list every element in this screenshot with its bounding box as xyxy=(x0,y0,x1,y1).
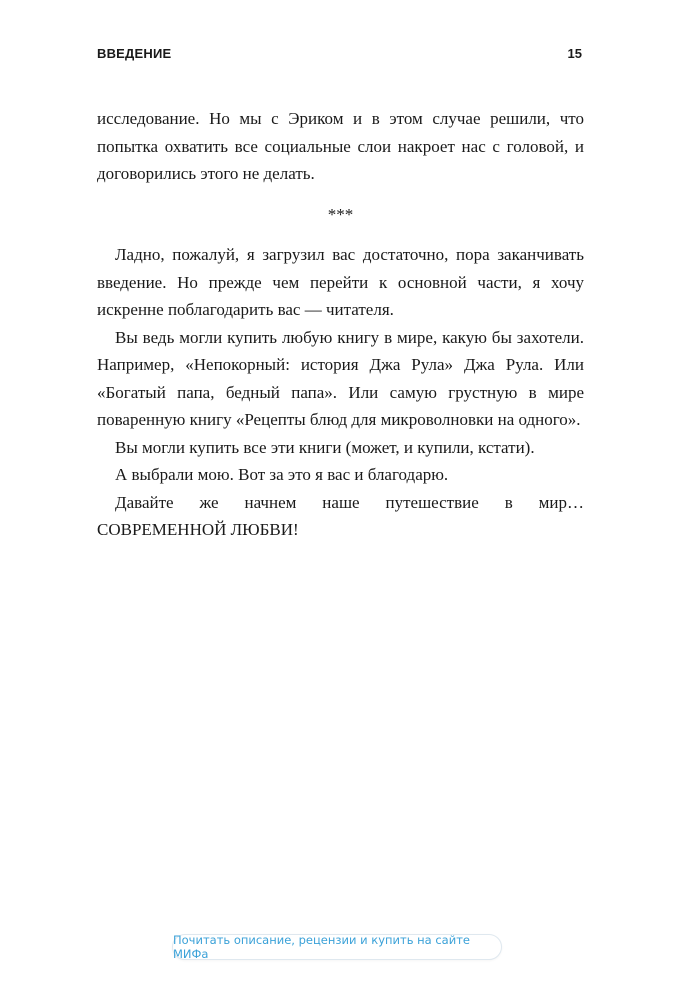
paragraph: Давайте же начнем наше путешествие в мир… СОВРЕМЕННОЙ ЛЮБВИ! xyxy=(97,492,584,539)
paragraph: Вы могли купить все эти книги (может, и купили, кстати). xyxy=(115,437,535,457)
paragraph: исследование. Но мы с Эриком и в этом случае решили, что попытка охватить все социальные слои накроет нас с головой, и договорились этого не делать. xyxy=(97,109,584,183)
page-number: 15 xyxy=(567,46,582,61)
body-text xyxy=(97,105,584,544)
running-head: ВВЕДЕНИЕ xyxy=(97,46,172,61)
paragraph: А выбрали мою. Вот за это я вас и благодарю. xyxy=(115,465,449,484)
paragraph: Ладно, пожалуй, я загрузил вас достаточно, пора заканчивать введение. Но прежде чем перейти к основной части, я хочу искренне поблагодарить вас — читателя. xyxy=(97,245,584,319)
paragraph: Вы ведь могли купить любую книгу в мире, какую бы захотели. Например, «Непокорный: история Джа Рула» Джа Рула. Или «Богатый папа, бедный папа». Или самую грустную в мире поваренную книгу «Рецепты блюд для микроволновки на одного». xyxy=(97,327,584,429)
section-separator: *** xyxy=(327,204,354,224)
publisher-link-button[interactable]: Почитать описание, рецензии и купить на сайте МИФа xyxy=(172,934,502,960)
